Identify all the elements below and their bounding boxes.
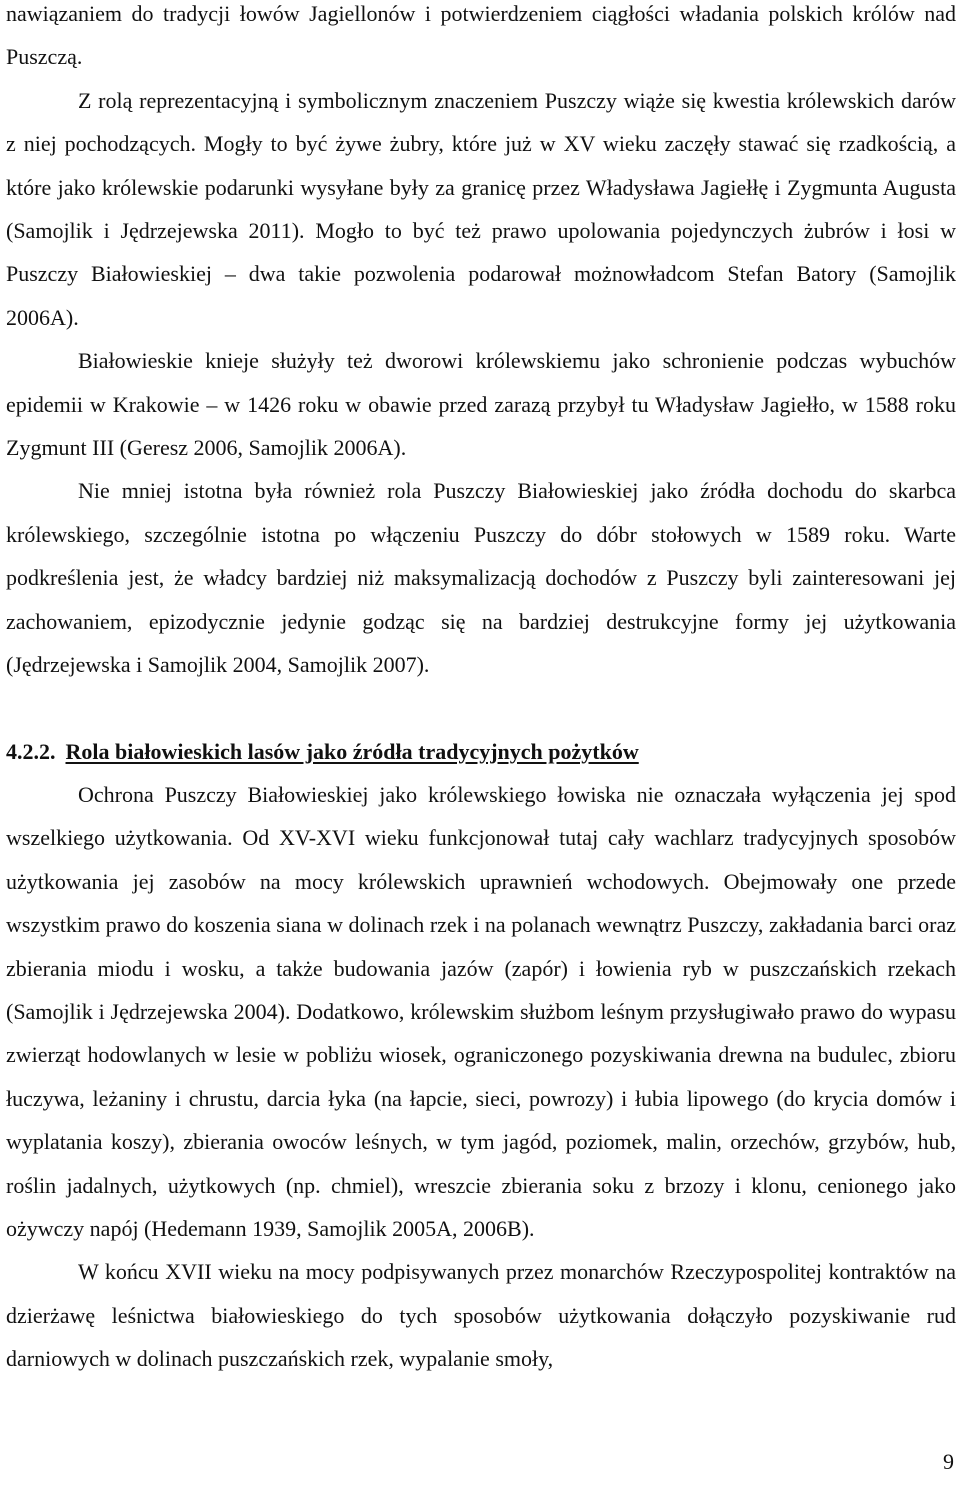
section-heading [6,730,956,773]
paragraph-17th-century: W końcu XVII wieku na mocy podpisywanych przez monarchów Rzeczypospolitej kontraktów na dzierżawę leśnictwa białowieskiego do tych sposobów użytkowania dołączyło pozyskiwanie rud darniowych w dolinach puszczańskich rzek, wypalanie smoły, [6,1259,956,1372]
page-number: 9 [943,1449,954,1474]
paragraph-epidemic-refuge: Białowieskie knieje służyły też dworowi królewskiemu jako schronienie podczas wybuchów epidemii w Krakowie – w 1426 roku w obawie przed zarazą przybył tu Władysław Jagiełło, w 1588 roku Zygmunt III (Geresz 2006, Samojlik 2006A). [6,348,956,461]
section-title: Rola białowieskich lasów jako źródła tradycyjnych pożytków [65,738,639,764]
paragraph-royal-income: Nie mniej istotna była również rola Puszczy Białowieskiej jako źródła dochodu do skarbca królewskiego, szczególnie istotna po włączeniu Puszczy do dóbr stołowych w 1589 roku. Warte podkreślenia jest, że władcy bardziej niż maksymalizacją dochodów z Puszczy byli zainteresowani jej zachowaniem, epizodycznie jedynie godząc się na bardziej destrukcyjne formy jej użytkowania (Jędrzejewska i Samojlik 2004, Samojlik 2007). [6,478,956,678]
section-number: 4.2.2. [6,738,56,764]
paragraph-continuation: nawiązaniem do tradycji łowów Jagiellonów i potwierdzeniem ciągłości władania polskich królów nad Puszczą. [6,1,956,70]
paragraph-royal-gifts: Z rolą reprezentacyjną i symbolicznym znaczeniem Puszczy wiąże się kwestia królewskich darów z niej pochodzących. Mogły to być żywe żubry, które już w XV wieku zaczęły stawać się rzadkością, a które jako królewskie podarunki wysyłane były za granicę przez Władysława Jagiełłę i Zygmunta Augusta (Samojlik i Jędrzejewska 2011). Mogło to być też prawo upolowania pojedynczych żubrów i łosi w Puszczy Białowieskiej – dwa takie pozwolenia podarował możnowładcom Stefan Batory (Samojlik 2006A). [6,87,956,330]
document-page [6,0,956,1381]
paragraph-traditional-uses: Ochrona Puszczy Białowieskiej jako królewskiego łowiska nie oznaczała wyłączenia jej spod wszelkiego użytkowania. Od XV-XVI wieku funkcjonował tutaj cały wachlarz tradycyjnych sposobów użytkowania jej zasobów na mocy królewskich uprawnień wchodowych. Obejmowały one przede wszystkim prawo do koszenia siana w dolinach rzek i na polanach wewnątrz Puszczy, zakładania barci oraz zbierania miodu i wosku, a także budowania jazów (zapór) i łowienia ryb w puszczańskich rzekach (Samojlik i Jędrzejewska 2004). Dodatkowo, królewskim służbom leśnym przysługiwało prawo do wypasu zwierząt hodowlanych w lesie w pobliżu wiosek, ograniczonego pozyskiwania drewna na budulec, zbioru łuczywa, leżaniny i chrustu, darcia łyka (na łapcie, sieci, powrozy) i łubia lipowego (do krycia domów i wyplatania koszy), zbierania owoców leśnych, w tym jagód, poziomek, malin, orzechów, grzybów, hub, roślin jadalnych, użytkowych (np. chmiel), wreszcie zbierania soku z brzozy i klonu, cenionego jako ożywczy napój (Hedemann 1939, Samojlik 2005A, 2006B). [6,781,956,1241]
